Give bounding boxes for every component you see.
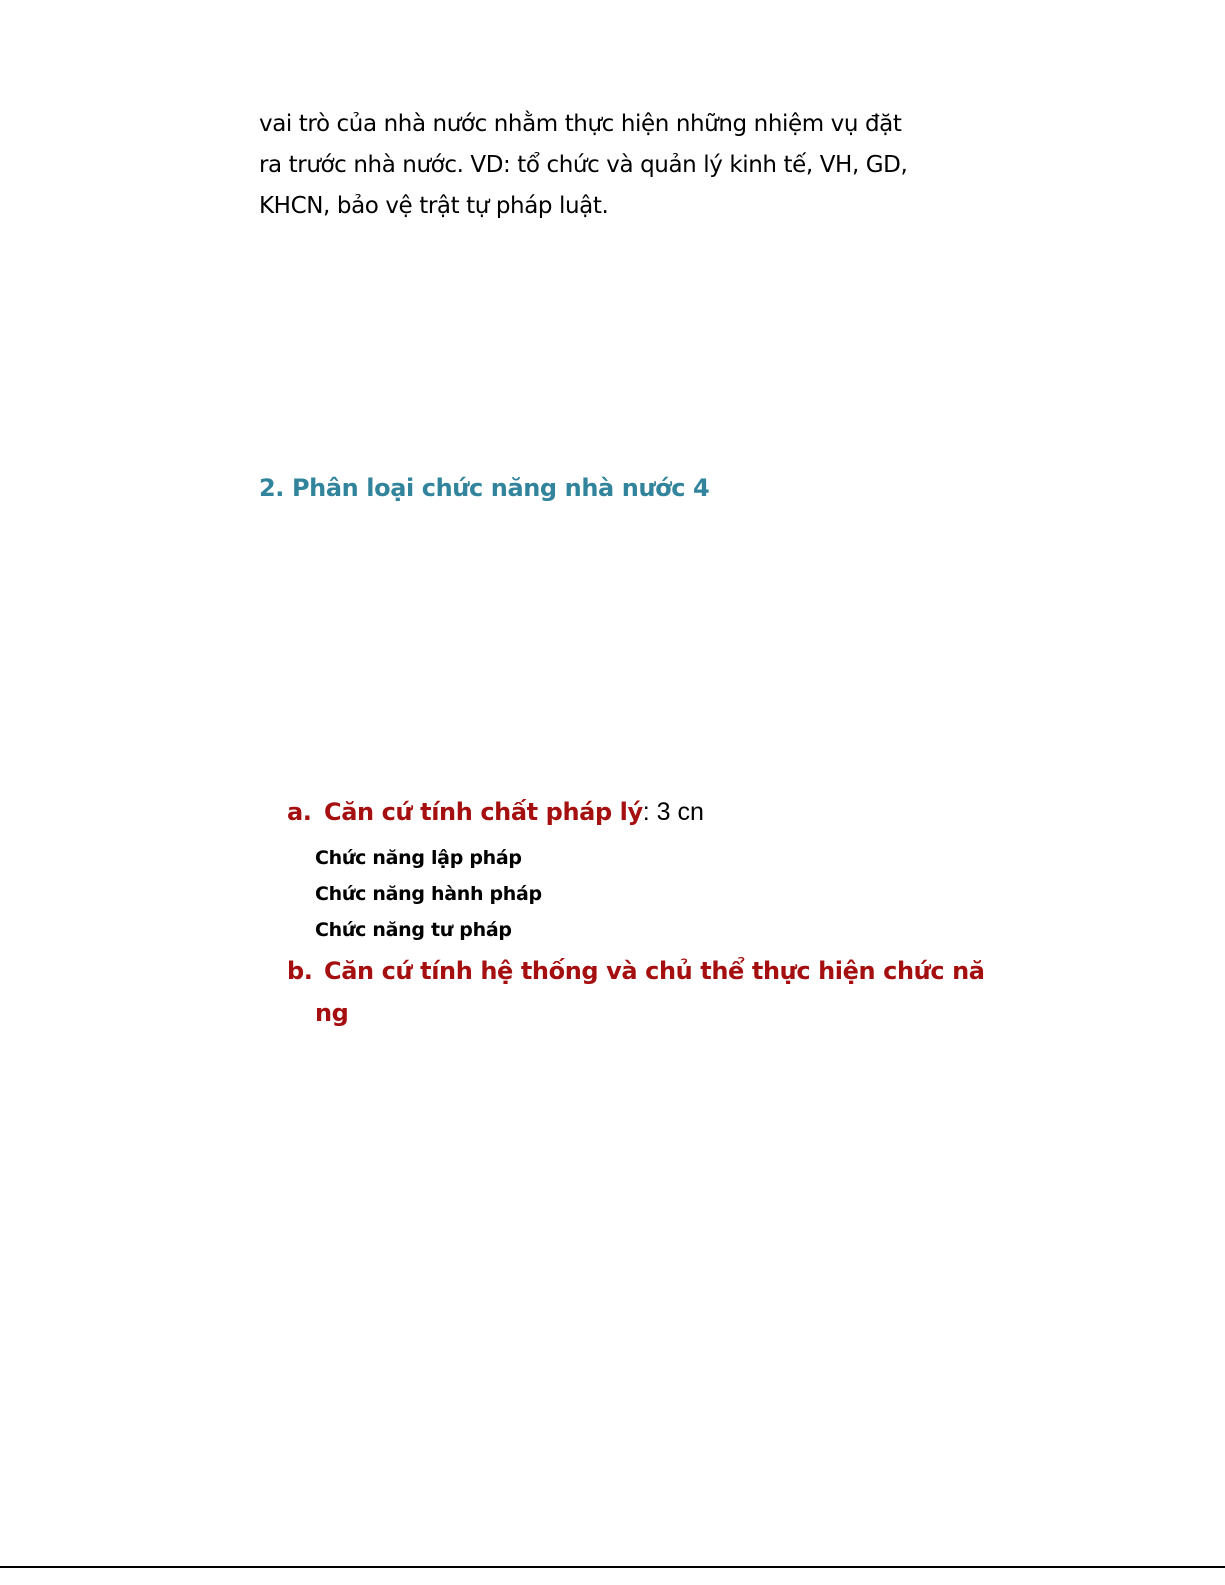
function-list [315,840,542,948]
subheading-a-title: Căn cứ tính chất pháp lý [324,798,643,826]
intro-line-2: ra trước nhà nước. VD: tổ chức và quản lý kinh tế, VH, GD, [259,152,908,178]
list-item-executive: Chức năng hành pháp [315,883,542,905]
intro-line-3: KHCN, bảo vệ trật tự pháp luật. [259,193,609,219]
subheading-a-marker: a. [287,798,312,826]
subheading-a [287,798,704,827]
subheading-a-count: : 3 cn [642,798,704,826]
subheading-b-line-1 [287,950,985,992]
subheading-b [287,950,985,1034]
list-item-judicial: Chức năng tư pháp [315,919,512,941]
section-heading: 2. Phân loại chức năng nhà nước 4 [259,474,710,502]
page-bottom-rule [0,1566,1225,1568]
intro-paragraph [259,104,949,227]
intro-line-1: vai trò của nhà nước nhằm thực hiện những nhiệm vụ đặt [259,111,902,137]
subheading-b-marker: b. [287,957,313,985]
subheading-b-line-2: ng [315,999,349,1027]
list-item-legislative: Chức năng lập pháp [315,847,522,869]
subheading-b-title: Căn cứ tính hệ thống và chủ thể thực hiện chức nă [324,957,985,985]
